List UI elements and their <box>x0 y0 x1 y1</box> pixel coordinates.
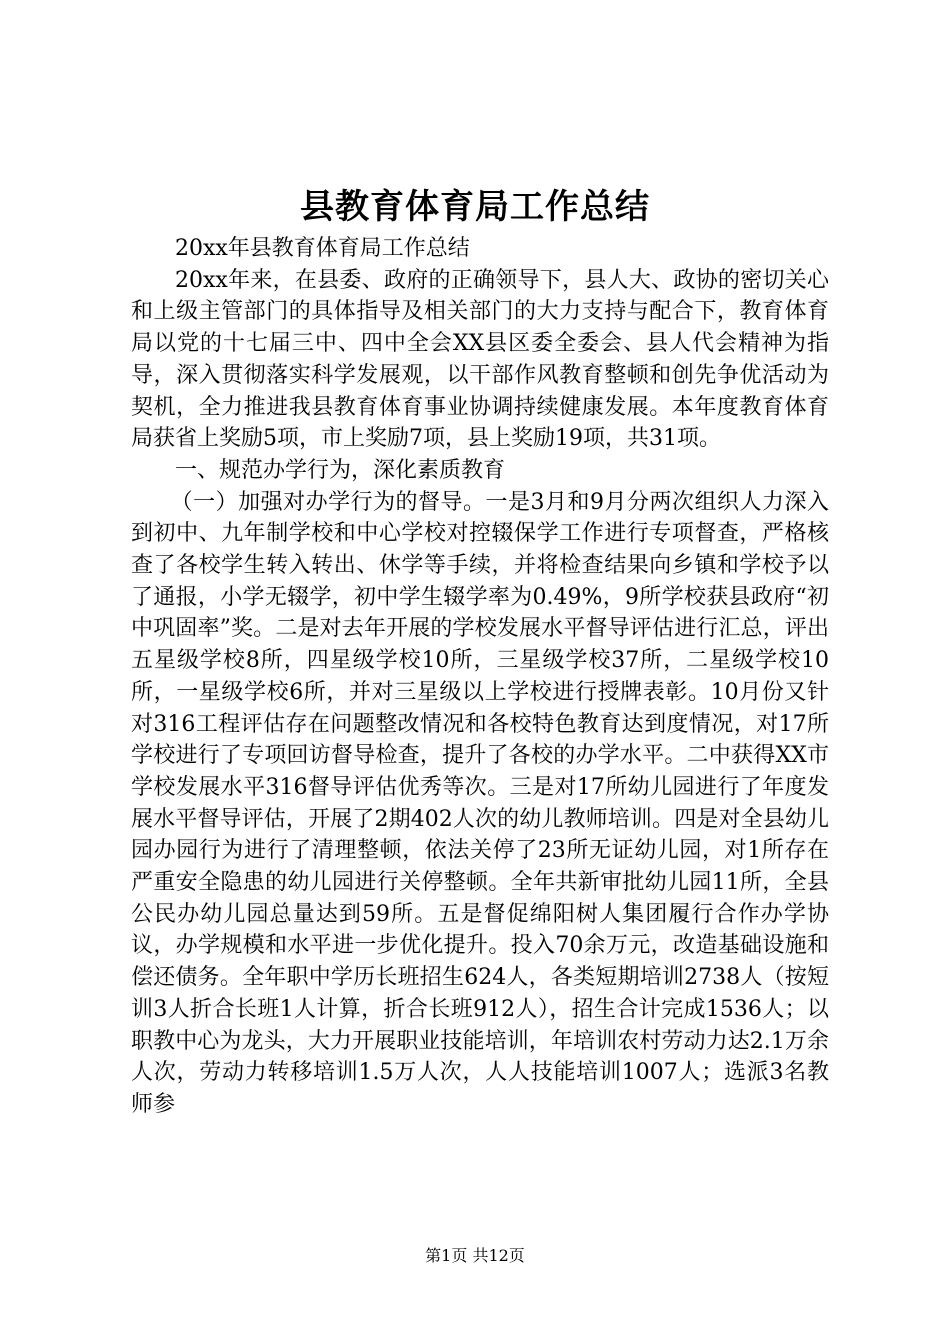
document-subtitle: 20xx年县教育体育局工作总结 <box>175 236 470 261</box>
paragraph-supervision: （一）加强对办学行为的督导。一是3月和9月分两次组织人力深入到初中、九年制学校和中心学校对控辍保学工作进行专项督查，严格核查了各校学生转入转出、休学等手续，并将检查结果向乡镇和学校予以了通报，小学无辍学，初中学生辍学率为0.49%，9所学校获县政府“初中巩固率”奖。二是对去年开展的学校发展水平督导评估进行汇总，评出五星级学校8所，四星级学校10所，三星级学校37所，二星级学校10所，一星级学校6所，并对三星级以上学校进行授牌表彰。10月份又针对316工程评估存在问题整改情况和各校特色教育达到度情况，对17所学校进行了专项回访督导检查，提升了各校的办学水平。二中获得XX市学校发展水平316督导评估优秀等次。三是对17所幼儿园进行了年度发展水平督导评估，开展了2期402人次的幼儿教师培训。四是对全县幼儿园办园行为进行了清理整顿，依法关停了23所无证幼儿园，对1所存在严重安全隐患的幼儿园进行关停整顿。全年共新审批幼儿园11所，全县公民办幼儿园总量达到59所。五是督促绵阳树人集团履行合作办学协议，办学规模和水平进一步优化提升。投入70余万元，改造基础设施和偿还债务。全年职中学历长班招生624人，各类短期培训2738人（按短训3人折合长班1人计算，折合长班912人），招生合计完成1536人；以职教中心为龙头，大力开展职业技能培训，年培训农村劳动力达2.1万余人次，劳动力转移培训1.5万人次，人人技能培训1007人；选派3名教师参 <box>131 489 829 1117</box>
document-title: 县教育体育局工作总结 <box>300 187 650 227</box>
document-body <box>131 233 829 1121</box>
section-heading-1: 一、规范办学行为，深化素质教育 <box>175 457 506 483</box>
paragraph-intro: 20xx年来，在县委、政府的正确领导下，县人大、政协的密切关心和上级主管部门的具体指导及相关部门的大力支持与配合下，教育体育局以党的十七届三中、四中全会XX县区委全委会、县人代会精神为指导，深入贯彻落实科学发展观，以干部作风教育整顿和创先争优活动为契机，全力推进我县教育体育事业协调持续健康发展。本年度教育体育局获省上奖励5项，市上奖励7项，县上奖励19项，共31项。 <box>131 267 829 452</box>
page-footer: 第1页 共12页 <box>425 1246 525 1265</box>
